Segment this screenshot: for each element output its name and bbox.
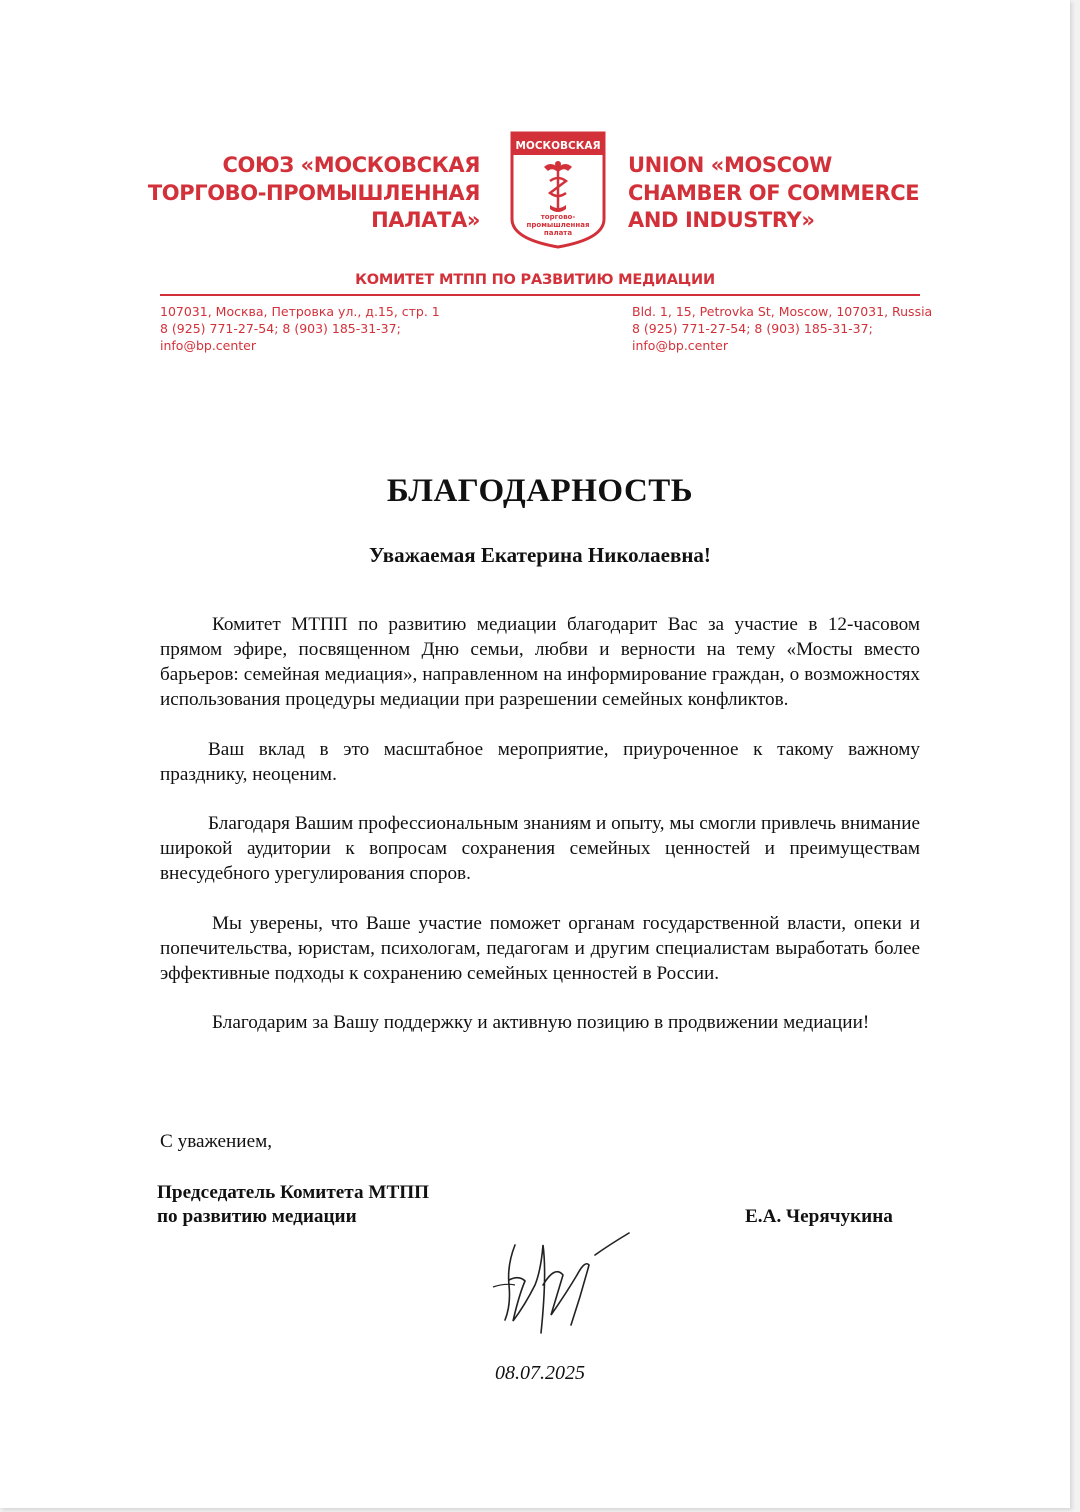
logo-bottom-line: палата (543, 229, 573, 237)
signer-title (157, 1181, 429, 1229)
org-name-ru-line: ТОРГОВО-ПРОМЫШЛЕННАЯ (147, 180, 480, 205)
email-line: info@bp.center (632, 338, 729, 353)
body-paragraph: Мы уверены, что Ваше участие поможет органам государственной власти, опеки и попечительства, юристам, психологам, педагогам и другим специалистам выработать более эффективные подходы к сохранению семейных ценностей в России. (160, 912, 920, 984)
logo-bottom-line: промышленная (526, 221, 590, 229)
signer-title-line: Председатель Комитета МТПП (157, 1182, 430, 1203)
header-divider (160, 294, 920, 296)
address-ru (160, 303, 440, 354)
org-name-en (628, 152, 919, 235)
letter-greeting: Уважаемая Екатерина Николаевна! (369, 543, 711, 567)
address-en (632, 303, 932, 354)
logo-top-text: МОСКОВСКАЯ (515, 140, 601, 152)
signer-name: Е.А. Черячукина (745, 1206, 893, 1227)
phone-line: 8 (925) 771-27-54; 8 (903) 185-31-37; (632, 321, 873, 336)
handwritten-signature (485, 1225, 635, 1345)
address-line: 107031, Москва, Петровка ул., д.15, стр. 1 (160, 304, 440, 319)
org-name-ru (148, 152, 480, 235)
closing-phrase: С уважением, (160, 1131, 273, 1152)
org-name-en-line: UNION «MOSCOW (628, 153, 832, 177)
logo-bottom-line: торгово- (540, 213, 576, 221)
letter-date: 08.07.2025 (495, 1362, 585, 1384)
committee-name: КОМИТЕТ МТПП ПО РАЗВИТИЮ МЕДИАЦИИ (355, 272, 715, 288)
body-paragraph: Благодаря Вашим профессиональным знаниям и опыту, мы смогли привлечь внимание широкой аудитории к вопросам сохранения семейных ценностей и преимуществам внесудебного урегулирования споров. (160, 813, 920, 884)
org-name-ru-line: СОЮЗ «МОСКОВСКАЯ (222, 153, 480, 177)
email-line: info@bp.center (160, 338, 257, 353)
body-paragraph: Благодарим за Вашу поддержку и активную позицию в продвижении медиации! (212, 1012, 870, 1033)
chamber-emblem-logo (510, 131, 606, 249)
letter-title: БЛАГОДАРНОСТЬ (386, 473, 694, 509)
org-name-en-line: CHAMBER OF COMMERCE (628, 180, 920, 205)
signer-title-line: по развитию медиации (157, 1206, 357, 1227)
address-line: Bld. 1, 15, Petrovka St, Moscow, 107031, Russia (632, 304, 933, 319)
org-name-ru-line: ПАЛАТА» (371, 208, 480, 232)
letter-body (160, 612, 920, 1060)
org-name-en-line: AND INDUSTRY» (628, 208, 815, 232)
phone-line: 8 (925) 771-27-54; 8 (903) 185-31-37; (160, 321, 401, 336)
body-paragraph: Ваш вклад в это масштабное мероприятие, приуроченное к такому важному празднику, неоценим. (160, 738, 920, 785)
body-paragraph: Комитет МТПП по развитию медиации благодарит Вас за участие в 12-часовом прямом эфире, посвященном Дню семьи, любви и верности на тему «Мосты вместо барьеров: семейная медиация», направленном на информирование граждан, о возможностях использования процедуры медиации при разрешении семейных конфликтов. (160, 614, 920, 710)
